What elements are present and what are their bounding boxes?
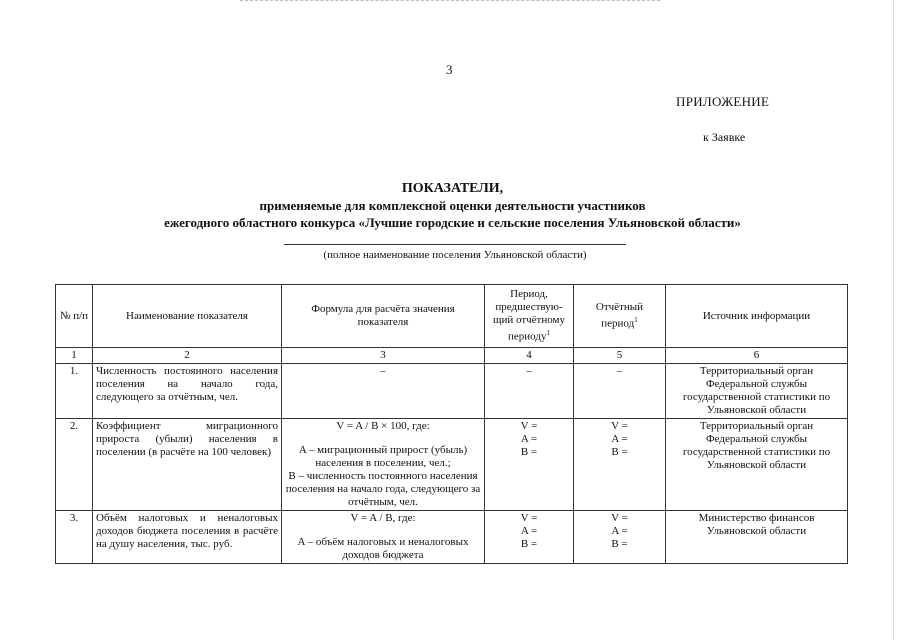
settlement-name-caption: (полное наименование поселения Ульяновской области)	[323, 249, 587, 261]
row-formula	[282, 511, 485, 564]
row-report: V = A = B =	[574, 419, 666, 511]
col-number: 2	[93, 348, 282, 364]
page-number: 3	[446, 62, 453, 77]
row-source: Министерство финансов Ульяновской области	[666, 511, 848, 564]
col-number: 3	[282, 348, 485, 364]
formula-main: V = A / B, где:	[350, 512, 416, 524]
page-edge	[893, 0, 894, 640]
row-name: Объём налоговых и неналоговых доходов бюджета поселения в расчёте на душу населения, тыс. руб.	[93, 511, 282, 564]
footnote-marker: 1	[546, 329, 550, 338]
row-prev: V = A = B =	[485, 419, 574, 511]
table-row	[56, 419, 848, 511]
formula-a: A – миграционный прирост (убыль) населения в поселении, чел.;	[298, 444, 468, 469]
row-name: Численность постоянного населения поселения на начало года, следующего за отчётным, чел.	[93, 364, 282, 419]
row-num: 2.	[56, 419, 93, 511]
col-number: 6	[666, 348, 848, 364]
col-number: 5	[574, 348, 666, 364]
heading-line-3: ежегодного областного конкурса «Лучшие городские и сельские поселения Ульяновской области»	[164, 215, 741, 230]
footnote-marker: 1	[634, 316, 638, 325]
header-prev-label: Период, предшествую-щий отчётному периоду	[492, 288, 565, 343]
header-source: Источник информации	[666, 285, 848, 348]
col-number: 4	[485, 348, 574, 364]
row-num: 3.	[56, 511, 93, 564]
row-num: 1.	[56, 364, 93, 419]
appendix-subtitle: к Заявке	[703, 130, 746, 144]
row-source: Территориальный орган Федеральной службы государственной статистики по Ульяновской области	[666, 419, 848, 511]
header-prev-period	[485, 285, 574, 348]
row-name: Коэффициент миграционного прироста (убыли) населения в поселении (в расчёте на 100 человек)	[93, 419, 282, 511]
formula-b: B – численность постоянного населения поселения на начало года, следующего за отчётным, чел.	[285, 470, 481, 508]
row-prev: –	[485, 364, 574, 419]
row-report: –	[574, 364, 666, 419]
heading-line-1: ПОКАЗАТЕЛИ,	[401, 181, 504, 196]
row-report: V = A = B =	[574, 511, 666, 564]
row-prev: V = A = B =	[485, 511, 574, 564]
formula-a: A – объём налоговых и неналоговых доходов бюджета	[297, 536, 469, 561]
document-heading	[40, 180, 865, 231]
formula-main: V = A / B × 100, где:	[336, 420, 430, 432]
appendix-title: ПРИЛОЖЕНИЕ	[676, 94, 770, 109]
col-number: 1	[56, 348, 93, 364]
header-num: № п/п	[56, 285, 93, 348]
header-report-label: Отчётный период	[595, 301, 644, 330]
scan-artifact-line	[240, 0, 660, 3]
table-row	[56, 511, 848, 564]
table-row	[56, 364, 848, 419]
header-name: Наименование показателя	[93, 285, 282, 348]
row-source: Территориальный орган Федеральной службы государственной статистики по Ульяновской области	[666, 364, 848, 419]
table-header-row	[56, 285, 848, 348]
column-number-row	[56, 348, 848, 364]
indicators-table	[55, 284, 848, 564]
row-formula	[282, 419, 485, 511]
row-formula: –	[282, 364, 485, 419]
heading-line-2: применяемые для комплексной оценки деятельности участников	[259, 198, 646, 213]
header-formula: Формула для расчёта значения показателя	[282, 285, 485, 348]
header-report-period	[574, 285, 666, 348]
settlement-name-line	[284, 244, 626, 245]
